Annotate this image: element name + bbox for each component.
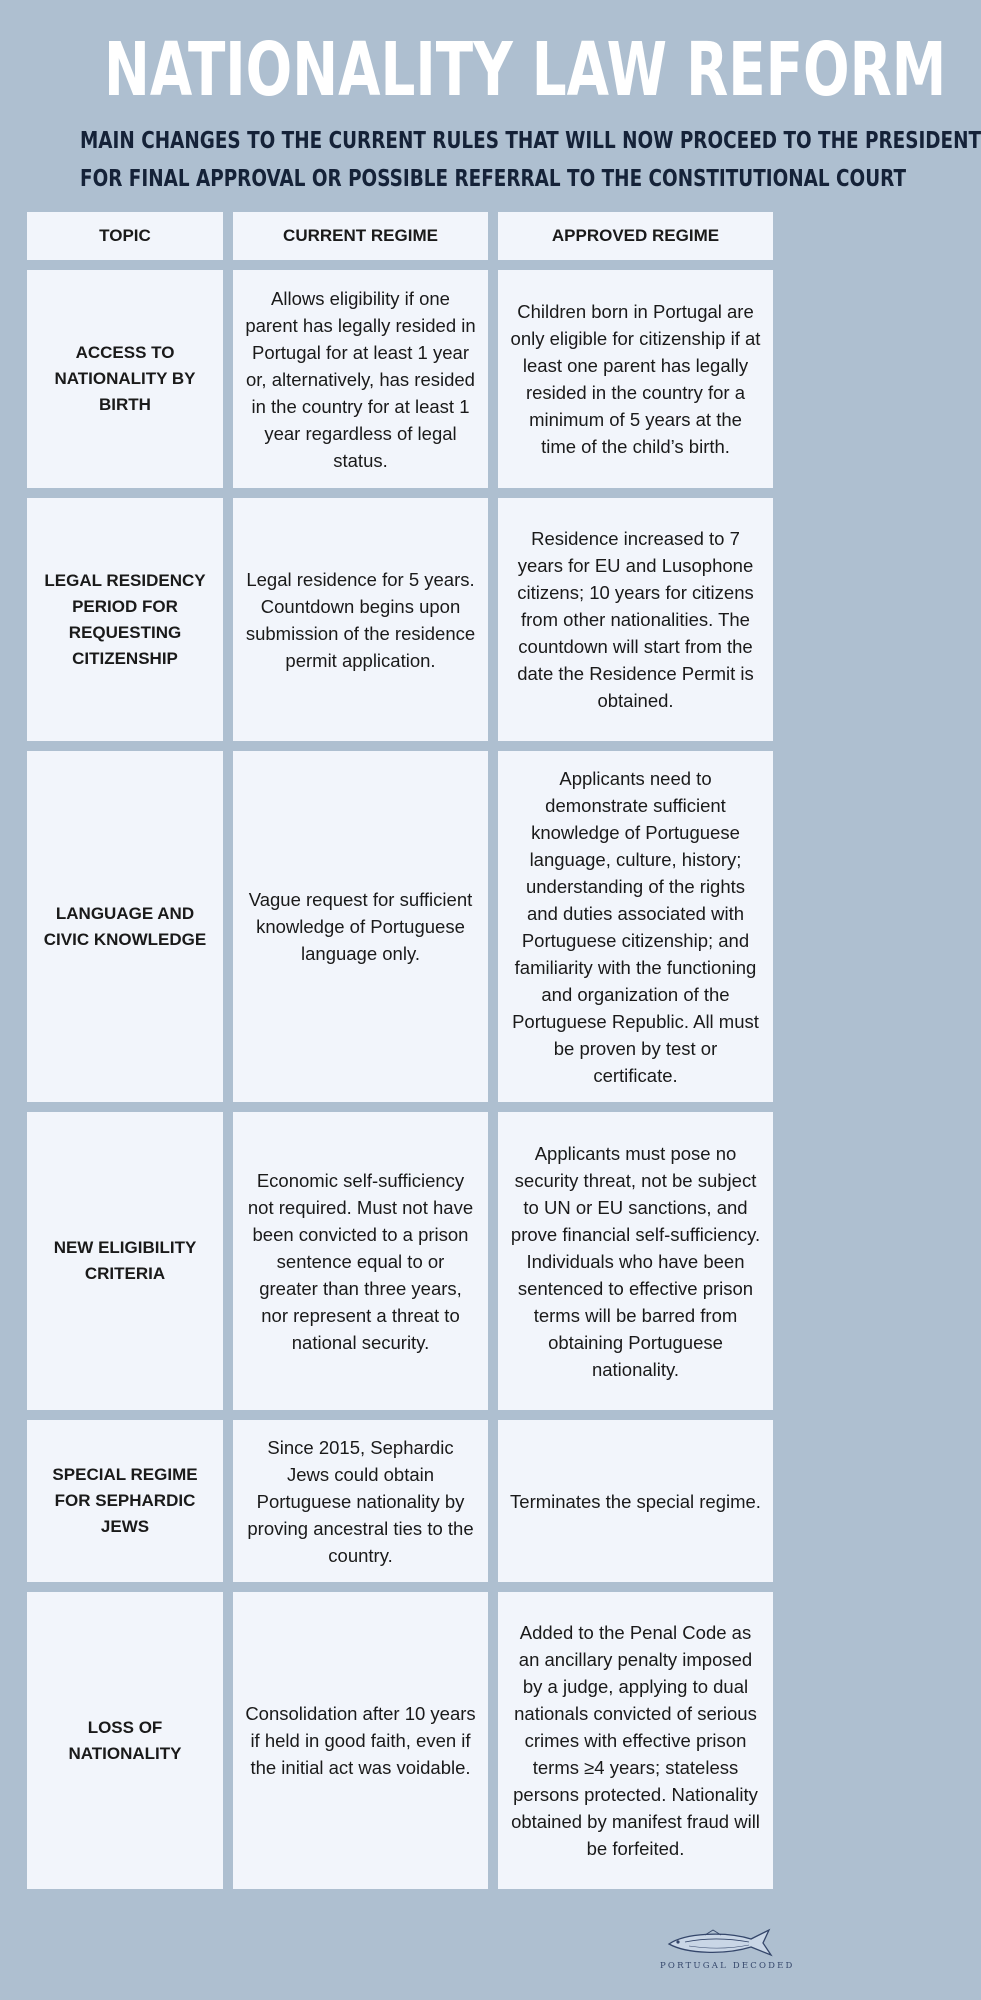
header-topic: TOPIC xyxy=(27,212,223,260)
brand-logo xyxy=(660,1925,795,1985)
approved-residency-period: Residence increased to 7 years for EU and Lusophone citizens; 10 years for citizens from other nationalities. The countdown will start from the date the Residence Permit is obtained. xyxy=(498,498,773,741)
topic-residency-period: LEGAL RESIDENCY PERIOD FOR REQUESTING CITIZENSHIP xyxy=(27,498,223,741)
sardine-icon xyxy=(665,1925,775,1959)
topic-loss-of-nationality: LOSS OF NATIONALITY xyxy=(27,1592,223,1889)
header-current-regime: CURRENT REGIME xyxy=(233,212,488,260)
approved-language-civic: Applicants need to demonstrate sufficient knowledge of Portuguese language, culture, history; understanding of the rights and duties associated with Portuguese citizenship; and familiarity with the functioning and organization of the Portuguese Republic. All must be proven by test or certificate. xyxy=(498,751,773,1102)
current-language-civic: Vague request for sufficient knowledge of Portuguese language only. xyxy=(233,751,488,1102)
topic-eligibility-criteria: NEW ELIGIBILITY CRITERIA xyxy=(27,1112,223,1410)
approved-access-by-birth: Children born in Portugal are only eligible for citizenship if at least one parent has legally resided in the country for a minimum of 5 years at the time of the child’s birth. xyxy=(498,270,773,488)
current-residency-period: Legal residence for 5 years. Countdown begins upon submission of the residence permit application. xyxy=(233,498,488,741)
approved-eligibility-criteria: Applicants must pose no security threat, not be subject to UN or EU sanctions, and prove financial self-sufficiency. Individuals who have been sentenced to effective prison terms will be barred from obtaining Portuguese nationality. xyxy=(498,1112,773,1410)
current-loss-of-nationality: Consolidation after 10 years if held in good faith, even if the initial act was voidable. xyxy=(233,1592,488,1889)
current-sephardic-regime: Since 2015, Sephardic Jews could obtain Portuguese nationality by proving ancestral ties to the country. xyxy=(233,1420,488,1582)
topic-access-by-birth: ACCESS TO NATIONALITY BY BIRTH xyxy=(27,270,223,488)
current-access-by-birth: Allows eligibility if one parent has legally resided in Portugal for at least 1 year or, alternatively, has resided in the country for at least 1 year regardless of legal status. xyxy=(233,270,488,488)
header-approved-regime: APPROVED REGIME xyxy=(498,212,773,260)
approved-loss-of-nationality: Added to the Penal Code as an ancillary penalty imposed by a judge, applying to dual nationals convicted of serious crimes with effective prison terms ≥4 years; stateless persons protected. Nationality obtained by manifest fraud will be forfeited. xyxy=(498,1592,773,1889)
page-subtitle xyxy=(0,122,981,198)
subtitle-line-2: FOR FINAL APPROVAL OR POSSIBLE REFERRAL TO THE CONSTITUTIONAL COURT xyxy=(80,166,907,192)
page-title: NATIONALITY LAW REFORM xyxy=(104,27,947,113)
brand-logo-text: PORTUGAL DECODED xyxy=(660,1961,795,1971)
comparison-table xyxy=(27,212,773,1889)
current-eligibility-criteria: Economic self-sufficiency not required. Must not have been convicted to a prison sentence equal to or greater than three years, nor represent a threat to national security. xyxy=(233,1112,488,1410)
subtitle-line-1: MAIN CHANGES TO THE CURRENT RULES THAT WILL NOW PROCEED TO THE PRESIDENT xyxy=(80,128,981,154)
approved-sephardic-regime: Terminates the special regime. xyxy=(498,1420,773,1582)
topic-sephardic-regime: SPECIAL REGIME FOR SEPHARDIC JEWS xyxy=(27,1420,223,1582)
topic-language-civic: LANGUAGE AND CIVIC KNOWLEDGE xyxy=(27,751,223,1102)
